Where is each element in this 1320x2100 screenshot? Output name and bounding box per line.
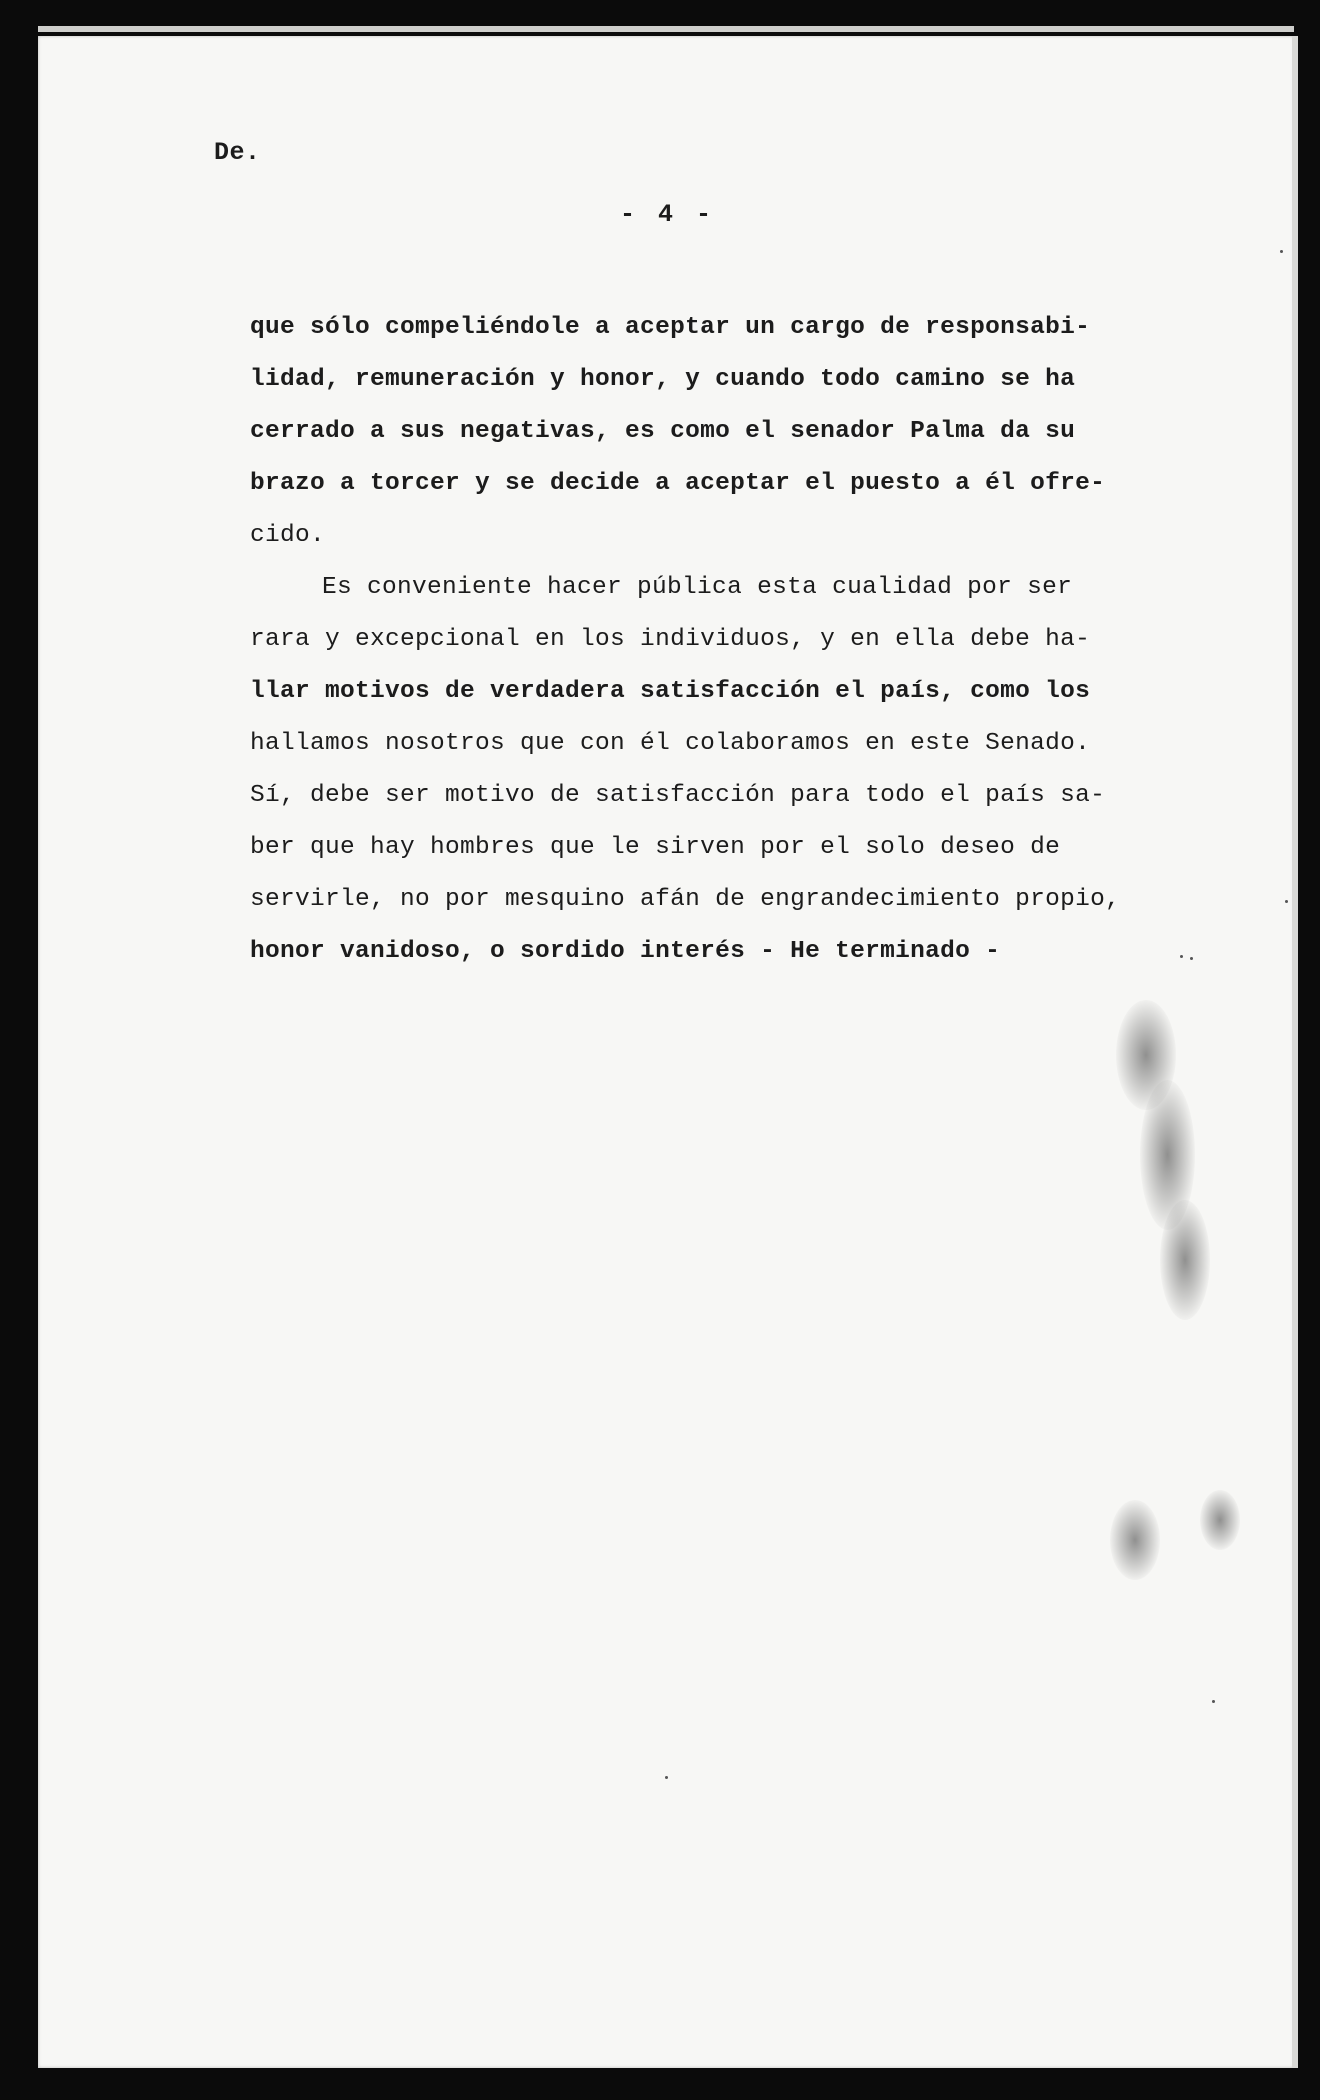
scan-speck — [1285, 900, 1288, 903]
page-number: - 4 - — [620, 200, 716, 229]
scan-speck — [1280, 250, 1283, 253]
scan-speck — [665, 1776, 668, 1779]
text-line: ber que hay hombres que le sirven por el solo deseo de — [250, 834, 1061, 861]
text-line: que sólo compeliéndole a aceptar un cargo de responsabi- — [250, 314, 1091, 341]
paragraph-start-line: Es conveniente hacer pública esta cualidad por ser — [322, 574, 1073, 601]
scan-smudge — [1200, 1490, 1240, 1550]
page-edge-right — [1292, 36, 1298, 2068]
text-line: llar motivos de verdadera satisfacción el país, como los — [250, 678, 1091, 705]
page-edge-top — [38, 26, 1294, 32]
text-line: cido. — [250, 522, 326, 549]
scan-speck — [1180, 955, 1183, 958]
text-line: brazo a torcer y se decide a aceptar el puesto a él ofre- — [250, 470, 1106, 497]
text-line: hallamos nosotros que con él colaboramos en este Senado. — [250, 730, 1091, 757]
scan-speck — [1190, 957, 1193, 960]
text-line: lidad, remuneración y honor, y cuando todo camino se ha — [250, 366, 1076, 393]
text-line: cerrado a sus negativas, es como el senador Palma da su — [250, 418, 1076, 445]
corner-note: De. — [214, 138, 261, 167]
text-line: servirle, no por mesquino afán de engrandecimiento propio, — [250, 886, 1121, 913]
text-line: Sí, debe ser motivo de satisfacción para todo el país sa- — [250, 782, 1106, 809]
body-text — [250, 302, 1130, 978]
text-line: honor vanidoso, o sordido interés - He terminado - — [250, 938, 1001, 965]
scan-smudge — [1160, 1200, 1210, 1320]
scan-smudge — [1110, 1500, 1160, 1580]
scan-speck — [1212, 1700, 1215, 1703]
text-line: rara y excepcional en los individuos, y en ella debe ha- — [250, 626, 1091, 653]
